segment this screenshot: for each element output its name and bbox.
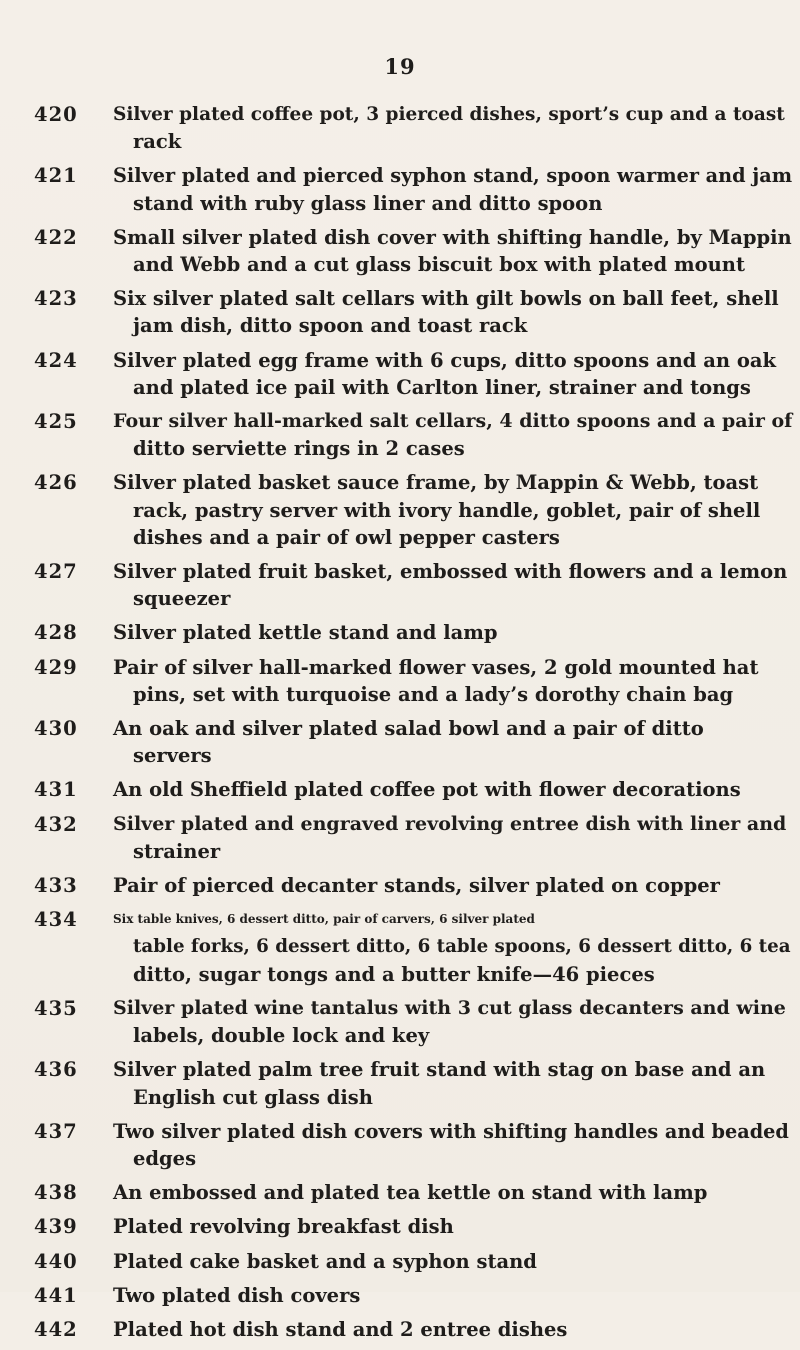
- lot-entry: [34, 995, 794, 1049]
- lot-description-line: An old Sheffield plated coffee pot with flower decorations: [113, 778, 741, 802]
- lot-description-line: and Webb and a cut glass biscuit box with plated mount: [133, 253, 745, 277]
- lot-entry: [34, 715, 794, 769]
- lot-number: 435: [34, 996, 78, 1020]
- lot-description: [113, 558, 794, 612]
- lot-description: [113, 1213, 794, 1240]
- lot-description: [113, 715, 794, 769]
- lot-description: [113, 101, 794, 155]
- lot-description-line: English cut glass dish: [133, 1085, 373, 1109]
- lot-description-line: servers: [133, 744, 212, 768]
- lot-entry: [34, 224, 794, 278]
- lot-description-line: Small silver plated dish cover with shifting handle, by Mappin: [113, 225, 792, 249]
- lot-description-line: Silver plated wine tantalus with 3 cut glass decanters and wine: [113, 996, 786, 1019]
- page-number: 19: [384, 54, 416, 79]
- lot-description: [113, 776, 794, 803]
- lot-description-line: stand with ruby glass liner and ditto spoon: [133, 191, 603, 215]
- lot-description: [113, 654, 794, 708]
- lot-number: 430: [34, 717, 78, 741]
- lot-description: [113, 811, 794, 865]
- lot-description-line: Silver plated palm tree fruit stand with stag on base and an: [113, 1058, 766, 1082]
- lot-description-line: Plated revolving breakfast dish: [113, 1215, 454, 1239]
- lot-description: [113, 347, 794, 401]
- lot-entry: [34, 906, 794, 988]
- lot-description: [113, 408, 798, 462]
- lot-description-line: An embossed and plated tea kettle on stand with lamp: [113, 1181, 708, 1205]
- lot-number: 426: [34, 471, 78, 495]
- lot-description-line: dishes and a pair of owl pepper casters: [133, 525, 560, 549]
- lot-number: 425: [34, 410, 78, 434]
- lot-entry: [34, 619, 794, 646]
- lot-description: [113, 872, 794, 899]
- lot-number: 436: [34, 1058, 78, 1082]
- lot-description-line: Silver plated coffee pot, 3 pierced dishes, sport’s cup and a toast: [113, 104, 785, 125]
- lot-description-line: pins, set with turquoise and a lady’s dorothy chain bag: [133, 682, 734, 706]
- lot-entry: [34, 101, 794, 155]
- lot-number: 427: [34, 560, 78, 584]
- lot-entry: [34, 872, 794, 899]
- lot-description-line: ditto serviette rings in 2 cases: [133, 437, 465, 461]
- lot-entry: [34, 1316, 794, 1343]
- lot-number: 442: [34, 1317, 78, 1341]
- lot-entry: [34, 162, 794, 216]
- lot-description: [113, 224, 798, 278]
- lot-number: 438: [34, 1181, 78, 1205]
- lot-number: 428: [34, 621, 78, 645]
- lot-entry: [34, 469, 794, 551]
- lot-description: [113, 1118, 795, 1172]
- lot-description-line: Silver plated and engraved revolving entree dish with liner and: [113, 812, 787, 835]
- lot-entry: [34, 1118, 794, 1172]
- lot-description: [113, 1056, 794, 1110]
- lot-description: [113, 1316, 794, 1343]
- lot-description-line: and plated ice pail with Carlton liner, strainer and tongs: [133, 375, 751, 399]
- lot-description-line: edges: [133, 1146, 197, 1170]
- lot-entry: [34, 654, 794, 708]
- lot-number: 422: [34, 225, 78, 249]
- lot-entry: [34, 1179, 794, 1206]
- lot-list: [34, 101, 794, 1350]
- lot-description: [113, 995, 794, 1049]
- lot-number: 433: [34, 874, 78, 898]
- lot-number: 431: [34, 778, 78, 802]
- lot-description-line: Six silver plated salt cellars with gilt bowls on ball feet, shell: [113, 287, 779, 311]
- lot-description-line: Silver plated egg frame with 6 cups, ditto spoons and an oak: [113, 348, 776, 372]
- lot-number: 437: [34, 1119, 78, 1143]
- lot-entry: [34, 1213, 794, 1240]
- lot-number: 421: [34, 164, 78, 188]
- lot-entry: [34, 1282, 794, 1309]
- lot-number: 441: [34, 1283, 78, 1307]
- lot-number: 423: [34, 287, 78, 311]
- lot-description: [113, 469, 794, 551]
- lot-description-line: Silver plated and pierced syphon stand, spoon warmer and jam: [113, 164, 793, 188]
- lot-description-line: Six table knives, 6 dessert ditto, pair of carvers, 6 silver plated: [113, 912, 535, 927]
- lot-description-line: jam dish, ditto spoon and toast rack: [133, 314, 528, 338]
- lot-description: [113, 906, 797, 988]
- lot-description: [113, 1248, 794, 1275]
- lot-description: [113, 619, 794, 646]
- lot-description-line: Plated hot dish stand and 2 entree dishes: [113, 1317, 568, 1341]
- lot-description-line: strainer: [133, 839, 221, 863]
- lot-entry: [34, 776, 794, 803]
- lot-description-line: table forks, 6 dessert ditto, 6 table spoons, 6 dessert ditto, 6 tea: [133, 936, 791, 958]
- lot-number: 440: [34, 1249, 78, 1273]
- lot-number: 439: [34, 1215, 78, 1239]
- lot-number: 420: [34, 103, 78, 126]
- lot-description-line: An oak and silver plated salad bowl and a pair of ditto: [113, 717, 704, 741]
- lot-description-line: rack, pastry server with ivory handle, goblet, pair of shell: [133, 498, 761, 522]
- lot-description-line: squeezer: [133, 587, 231, 611]
- lot-description-line: ditto, sugar tongs and a butter knife—46 pieces: [133, 962, 655, 986]
- lot-description-line: Pair of silver hall-marked flower vases, 2 gold mounted hat: [113, 655, 759, 679]
- lot-description-line: Silver plated kettle stand and lamp: [113, 621, 498, 645]
- lot-description-line: Plated cake basket and a syphon stand: [113, 1249, 537, 1273]
- lot-description-line: Two plated dish covers: [113, 1283, 361, 1307]
- lot-description: [113, 162, 798, 216]
- lot-description-line: rack: [133, 130, 182, 154]
- lot-entry: [34, 558, 794, 612]
- lot-entry: [34, 1056, 794, 1110]
- lot-description-line: Two silver plated dish covers with shifting handles and beaded: [113, 1119, 789, 1143]
- lot-entry: [34, 408, 794, 462]
- lot-description-line: Four silver hall-marked salt cellars, 4 ditto spoons and a pair of: [113, 410, 793, 433]
- lot-description: [113, 1282, 794, 1309]
- lot-entry: [34, 285, 794, 339]
- lot-description-line: Silver plated fruit basket, embossed with flowers and a lemon: [113, 560, 788, 584]
- lot-entry: [34, 347, 794, 401]
- lot-description: [113, 285, 794, 339]
- lot-description-line: Pair of pierced decanter stands, silver plated on copper: [113, 874, 720, 898]
- lot-description-line: Silver plated basket sauce frame, by Mappin & Webb, toast: [113, 471, 759, 495]
- lot-number: 432: [34, 812, 78, 836]
- lot-number: 434: [34, 908, 78, 932]
- lot-description: [113, 1179, 794, 1206]
- lot-number: 424: [34, 348, 78, 372]
- lot-number: 429: [34, 655, 78, 679]
- lot-entry: [34, 1248, 794, 1275]
- lot-entry: [34, 811, 794, 865]
- lot-description-line: labels, double lock and key: [133, 1024, 430, 1048]
